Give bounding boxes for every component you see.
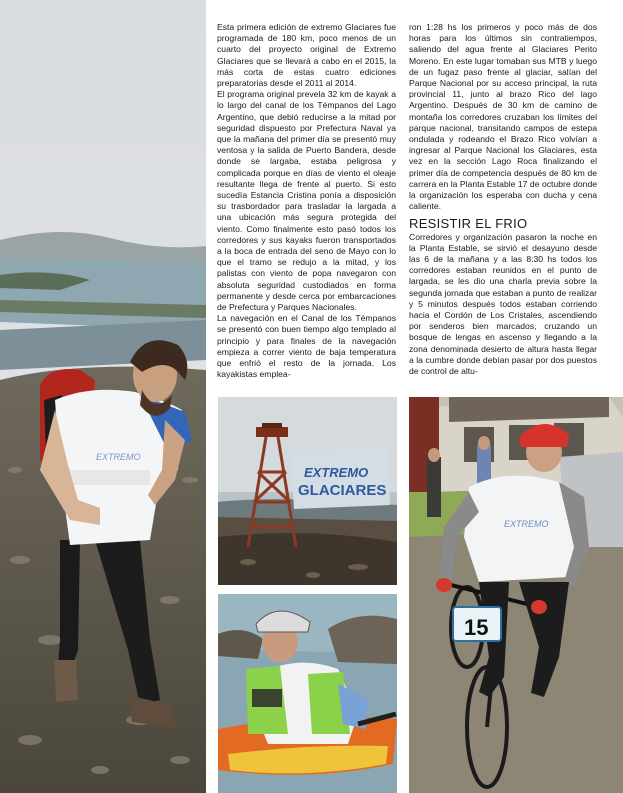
photo-trekker — [0, 0, 206, 793]
paragraph: Esta primera edición de extremo Glaciares fue programada de 180 km, poco menos de un cuarto del proyecto original de Extremo Glaciares que se llevará a cabo en el 2015, la más corta de estas cuatro ediciones preparatorias desde el 2011 al 2014. — [217, 22, 396, 89]
banner-text-top: EXTREMO — [304, 465, 369, 480]
bib-number: 15 — [464, 615, 489, 640]
section-title: RESISTIR EL FRIO — [409, 216, 528, 232]
photo-biker — [409, 397, 623, 793]
paragraph: Corredores y organización pasaron la noche en la Planta Estable, se sirvió el desayuno desde las 6 de la mañana y a las 8:30 hs todos los corredores estaban reunidos en el punto de largada, se les dio una charla previa sobre la segunda jornada que estaban a punto de realizar y 5 minutos después todos estaban corriendo hacia el Cordón de Los Cristales, ascendiendo por senderos bien marcados, cruzando un bosque de lengas en ascenso y llegando a la zona denominada desierto de altura hasta llegar a la cumbre donde debían pasar por dos puestos de control de altu- — [409, 231, 597, 377]
paragraph: El programa original prevela 32 km de kayak a lo largo del canal de los Témpanos del Lago Argentino, que debió reducirse a la mitad por seguridad dispuesto por Prefectura Naval ya que la mañana del primer día se presentó muy ventosa y la salida de Puerto Bandera, desde donde se largaba, estaba peligrosa y complicada porque en días de viento el oleaje resultante llega de frente al puerto. Si esto sucedía Estancia Cristina ponía a disposición su trasbordador para trasladar la largada a una ubicación más segura protegida del viento. Como finalmente esto pasó todos los corredores y sus kayaks fueron transportados a la boca de entrada del seno de Mayo con lo que el tramo se redujo a la mitad, y los palistas con viento de popa navegaron con absoluta seguridad custodiados en forma permanente y desde cerca por embarcaciones de Prefectura y Parques Nacionales. — [217, 89, 396, 313]
shirt-logo-text: EXTREMO — [96, 452, 141, 462]
photo-tower-banner — [218, 397, 397, 585]
paragraph: ron 1:28 hs los primeros y poco más de dos horas para los últimos sin contratiempos, saliendo del agua frente al Glaciares Perito Moreno. En este lugar tomaban sus MTB y luego de un fugaz paso frente al glaciar, salían del Parque Nacional por su acceso principal, la ruta provincial 11, junto al brazo Rico del lago Argentino. Después de 30 km de camino de montaña los corredores cruzaban los límites del parque nacional, transitando campos de estepa ondulada y rodeando el Brazo Rico volvían a ingresar al Parque Nacional los Glaciares, esta vez en la sección Lago Roca finalizando el primer día de competencia después de 80 km de carrera en la Planta Estable 17 de octubre donde la organización los esperaba con ducha y cena caliente. — [409, 22, 597, 212]
article-column-1 — [217, 22, 396, 381]
banner-text-bottom: GLACIARES — [298, 482, 387, 499]
photo-kayaker — [218, 594, 397, 793]
article-column-2 — [409, 22, 597, 377]
shirt-logo-text-biker: EXTREMO — [504, 519, 549, 529]
paragraph: La navegación en el Canal de los Témpanos se presentó con buen tiempo algo templado al principio y para finales de la navegación empieza a correr viento de baja temperatura que enfrió el resto de la jornada. Los kayakistas emplea- — [217, 313, 396, 380]
